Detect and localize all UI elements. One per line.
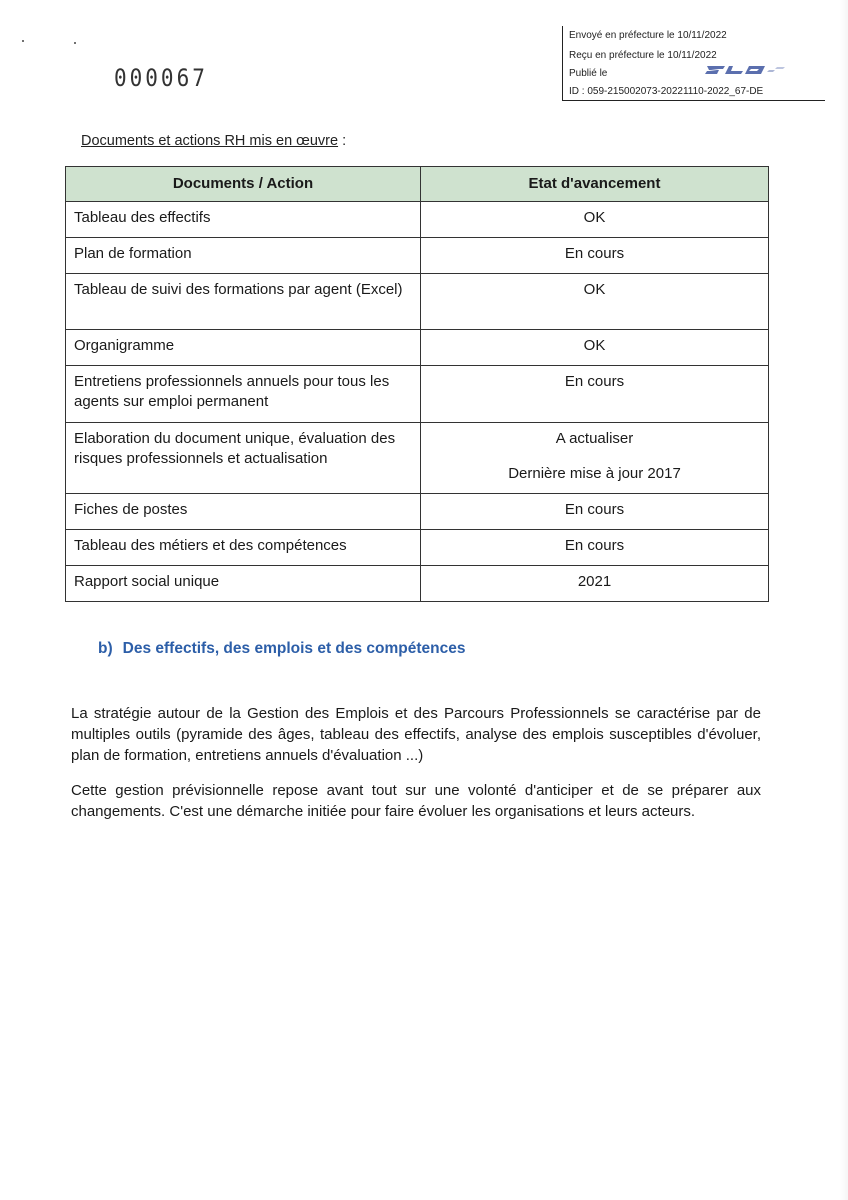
section-intro (81, 133, 346, 149)
prefecture-stamp (562, 26, 825, 101)
cell-document: Rapport social unique (66, 566, 421, 602)
cell-etat: OK (421, 330, 769, 366)
cell-document: Fiches de postes (66, 494, 421, 530)
cell-etat: En cours (421, 530, 769, 566)
etat-status: A actualiser (555, 430, 634, 447)
cell-etat: En cours (421, 238, 769, 274)
cell-document: Tableau des effectifs (66, 202, 421, 238)
cell-document: Tableau des métiers et des compétences (66, 530, 421, 566)
cell-document: Entretiens professionnels annuels pour tous les agents sur emploi permanent (66, 366, 421, 423)
cell-etat: OK (421, 202, 769, 238)
table-row (66, 566, 769, 602)
rh-actions-table (65, 166, 769, 602)
cell-document: Tableau de suivi des formations par agent (Excel) (66, 274, 421, 330)
table-header-row (66, 167, 769, 202)
cell-etat: En cours (421, 494, 769, 530)
cell-document: Elaboration du document unique, évaluation des risques professionnels et actualisation (66, 423, 421, 494)
paragraph-strategy: La stratégie autour de la Gestion des Emplois et des Parcours Professionnels se caractérise par de multiples outils (pyramide des âges, tableau des effectifs, analyse des emplois susceptibles d'évoluer, plan de formation, entretiens annuels d'évaluation ...) (71, 705, 761, 764)
cell-etat: En cours (421, 366, 769, 423)
scan-speck (74, 42, 76, 44)
header-documents: Documents / Action (66, 167, 421, 202)
section-label: b) (98, 640, 113, 657)
section-title: Des effectifs, des emplois et des compétences (122, 640, 466, 657)
stamp-received: Reçu en préfecture le 10/11/2022 (569, 50, 717, 61)
table-row (66, 423, 769, 494)
slo-logo-icon (705, 64, 787, 76)
table-row (66, 530, 769, 566)
table-row (66, 330, 769, 366)
stamp-published: Publié le (569, 68, 608, 79)
cell-etat: 2021 (421, 566, 769, 602)
cell-document: Plan de formation (66, 238, 421, 274)
paragraph-gestion: Cette gestion prévisionnelle repose avant tout sur une volonté d'anticiper et de se préparer aux changements. C'est une démarche initiée pour faire évoluer les organisations et leurs acteurs. (71, 782, 761, 820)
header-etat: Etat d'avancement (421, 167, 769, 202)
table-row (66, 202, 769, 238)
scan-edge-shade (840, 0, 848, 1200)
cell-document: Organigramme (66, 330, 421, 366)
page-number: 000067 (114, 64, 208, 92)
cell-etat: OK (421, 274, 769, 330)
etat-last-update: Dernière mise à jour 2017 (508, 465, 681, 482)
intro-colon: : (338, 133, 347, 149)
table-row (66, 238, 769, 274)
intro-title: Documents et actions RH mis en œuvre (81, 133, 339, 149)
section-heading (98, 640, 466, 658)
table-row (66, 366, 769, 423)
table-row (66, 494, 769, 530)
stamp-id: ID : 059-215002073-20221110-2022_67-DE (569, 86, 764, 97)
stamp-sent: Envoyé en préfecture le 10/11/2022 (569, 30, 727, 41)
cell-etat (421, 423, 769, 494)
table-row (66, 274, 769, 330)
scan-speck (22, 40, 24, 42)
